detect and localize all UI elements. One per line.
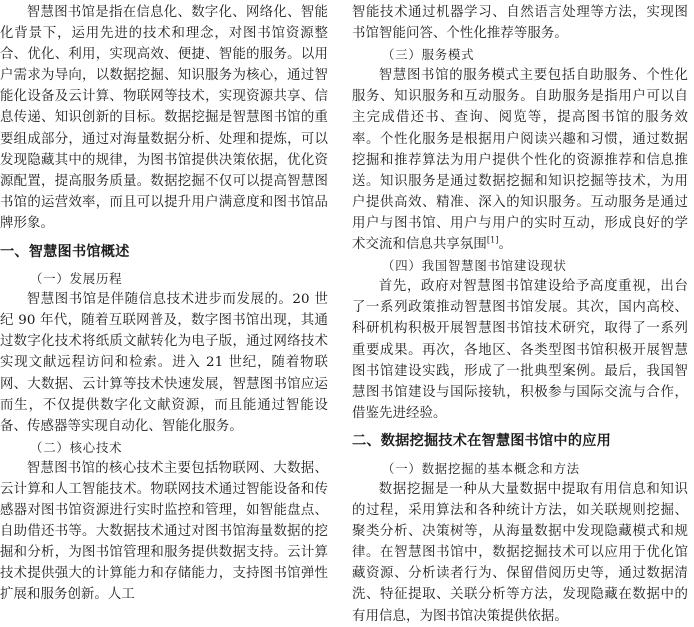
paragraph-service-mode [352, 65, 688, 255]
section-heading-overview: 一、智慧图书馆概述 [0, 244, 130, 261]
left-column [0, 2, 328, 606]
subheading-current-status: （四）我国智慧图书馆建设现状 [382, 258, 567, 274]
paragraph-data-mining-basics: 数据挖掘是一种从大量数据中提取有用信息和知识的过程，采用算法和各种统计方法，如关联规则挖掘、聚类分析、决策树等，从海量数据中发现隐藏模式和规律。在智慧图书馆中，数据挖掘技术可以应用于优化馆藏资源、分析读者行为、保留借阅历史等，通过数据清洗、特征提取、关联分析等方法，发现隐藏在数据中的有用信息，为图书馆决策提供依据。 [352, 481, 688, 624]
subheading-development-history: （一）发展历程 [30, 271, 123, 287]
section-heading-data-mining: 二、数据挖掘技术在智慧图书馆中的应用 [352, 432, 611, 449]
paragraph-development-history: 智慧图书馆是伴随信息技术进步而发展的。20 世纪 90 年代，随着互联网普及，数字图书馆出现，其通过数字化技术将纸质文献转化为电子版，通过网络技术实现文献远程访问和检索。进入 21 世纪，随着物联网、大数据、云计算等技术快速发展，智慧图书馆应运而生，不仅提供数字化文献资源，而且能通过智能设备、传感器等实现自动化、智能化服务。 [0, 292, 328, 434]
paragraph-current-status: 首先，政府对智慧图书馆建设给予高度重视，出台了一系列政策推动智慧图书馆发展。其次，国内高校、科研机构积极开展智慧图书馆技术研究，取得了一系列重要成果。再次，各地区、各类型图书馆积极开展智慧图书馆建设实践，形成了一批典型案例。最后，我国智慧图书馆建设与国际接轨，积极参与国际交流与合作，借鉴先进经验。 [352, 279, 688, 421]
citation-reference: [1] [486, 235, 499, 245]
intro-paragraph: 智慧图书馆是指在信息化、数字化、网络化、智能化背景下，运用先进的技术和理念，对图书馆资源整合、优化、利用，实现高效、便捷、智能的服务。以用户需求为导向，以数据挖掘、知识服务为核心，通过智能化设备及云计算、物联网等技术，实现资源共享、信息传递、知识创新的目标。数据挖掘是智慧图书馆的重要组成部分，通过对海量数据分析、处理和提炼，可以发现隐藏其中的规律，为图书馆提供决策依据，优化资源配置，提高服务质量。数据挖掘不仅可以提高智慧图书馆的运营效率，而且可以提升用户满意度和图书馆品牌形象。 [0, 5, 328, 231]
right-column [352, 2, 688, 627]
paragraph-core-technology: 智慧图书馆的核心技术主要包括物联网、大数据、云计算和人工智能技术。物联网技术通过智能设备和传感器对图书馆资源进行实时监控和管理，如智能盘点、自助借还书等。大数据技术通过对图书馆海量数据的挖掘和分析，为图书馆管理和服务提供数据支持。云计算技术提供强大的计算能力和存储能力，支持图书馆弹性扩展和服务创新。人工 [0, 460, 328, 603]
service-mode-end: 。 [498, 237, 513, 253]
service-mode-text: 智慧图书馆的服务模式主要包括自助服务、个性化服务、知识服务和互动服务。自助服务是指用户可以自主完成借还书、查询、阅览等，提高图书馆的服务效率。个性化服务是根据用户阅读兴趣和习惯，通过数据挖掘和推荐算法为用户提供个性化的资源推荐和信息推送。知识服务是通过数据挖掘和知识挖掘等技术，为用户提供高效、精准、深入的知识服务。互动服务是通过用户与图书馆、用户与用户的实时互动，形成良好的学术交流和信息共享氛围 [352, 68, 688, 253]
subheading-core-technology: （二）核心技术 [30, 439, 123, 455]
paragraph-core-technology-continued: 智能技术通过机器学习、自然语言处理等方法，实现图书馆智能问答、个性化推荐等服务。 [352, 5, 688, 42]
subheading-service-mode: （三）服务模式 [382, 47, 475, 63]
subheading-data-mining-basics: （一）数据挖掘的基本概念和方法 [382, 460, 580, 476]
